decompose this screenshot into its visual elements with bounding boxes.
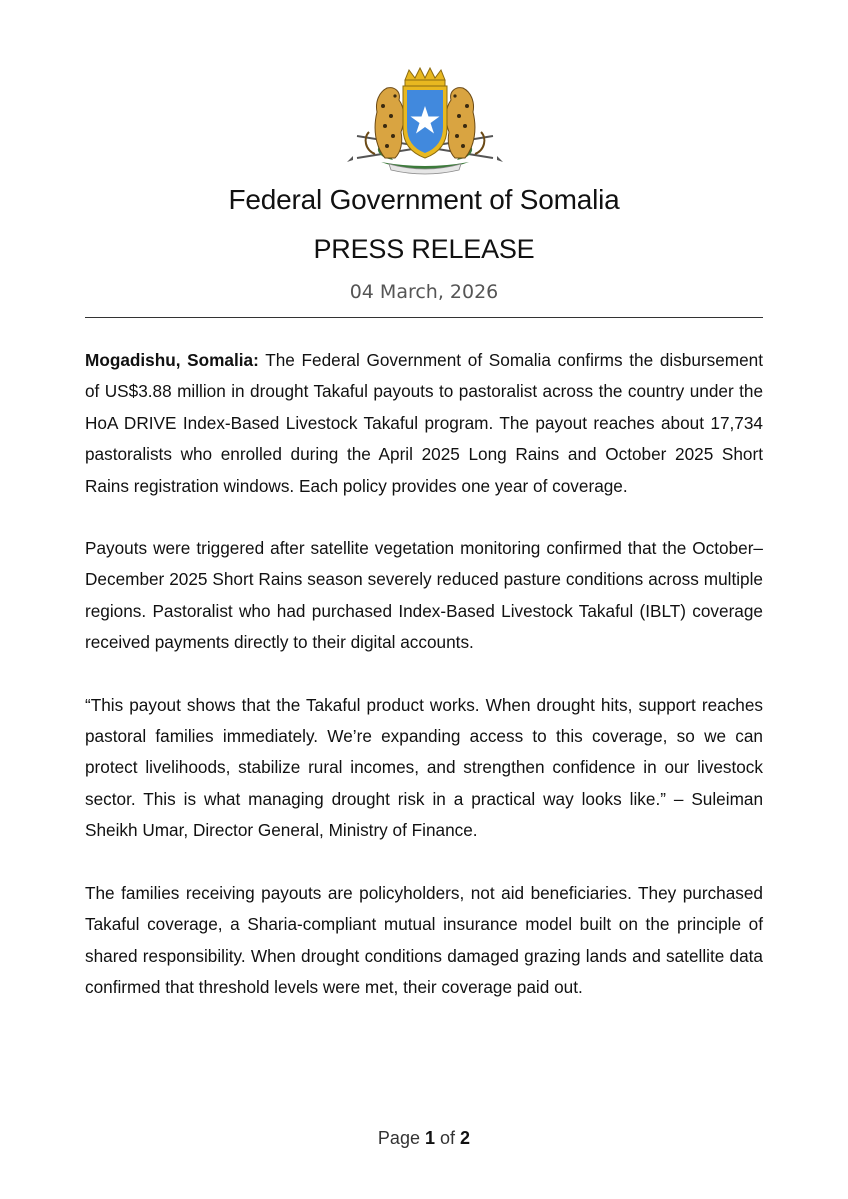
- total-pages-number: 2: [460, 1128, 471, 1148]
- of-label: of: [440, 1128, 456, 1148]
- crown-icon: [405, 68, 445, 86]
- coat-of-arms-emblem: [345, 66, 505, 178]
- release-date: 04 March, 2026: [349, 281, 499, 303]
- document-type-heading: PRESS RELEASE: [313, 234, 535, 264]
- left-leopard-icon: [366, 88, 404, 158]
- shield-icon: [403, 86, 447, 158]
- page-number-footer: [0, 1128, 848, 1149]
- dateline: Mogadishu, Somalia:: [85, 350, 259, 370]
- paragraph-1-text: The Federal Government of Somalia confirms the disbursement of US$3.88 million in drought Takaful payouts to pastoralist across the country under the HoA DRIVE Index-Based Livestock Takaful program. The payout reaches about 17,734 pastoralists who enrolled during the April 2025 Long Rains and October 2025 Short Rains registration windows. Each policy provides one year of coverage.: [85, 350, 763, 496]
- paragraph-1: [85, 345, 763, 502]
- header-divider: [85, 317, 763, 318]
- release-body: [85, 345, 763, 1034]
- right-leopard-icon: [446, 88, 484, 158]
- paragraph-2: Payouts were triggered after satellite vegetation monitoring confirmed that the October–December 2025 Short Rains season severely reduced pasture conditions across multiple regions. Pastoralist who had purchased Index-Based Livestock Takaful (IBLT) coverage received payments directly to their digital accounts.: [85, 538, 763, 653]
- paragraph-3-quote: “This payout shows that the Takaful product works. When drought hits, support reaches pastoral families immediately. We’re expanding access to this coverage, so we can protect livelihoods, stabilize rural incomes, and strengthen confidence in our livestock sector. This is what managing drought risk in a practical way looks like.” – Suleiman Sheikh Umar, Director General, Ministry of Finance.: [85, 694, 763, 841]
- page-label: Page: [377, 1128, 420, 1148]
- government-title: Federal Government of Somalia: [228, 184, 620, 215]
- paragraph-4: The families receiving payouts are policyholders, not aid beneficiaries. They purchased Takaful coverage, a Sharia-compliant mutual insurance model built on the principle of shared responsibility. When drought conditions damaged grazing lands and satellite data confirmed that threshold levels were met, their coverage paid out.: [85, 882, 763, 997]
- current-page-number: 1: [424, 1128, 435, 1148]
